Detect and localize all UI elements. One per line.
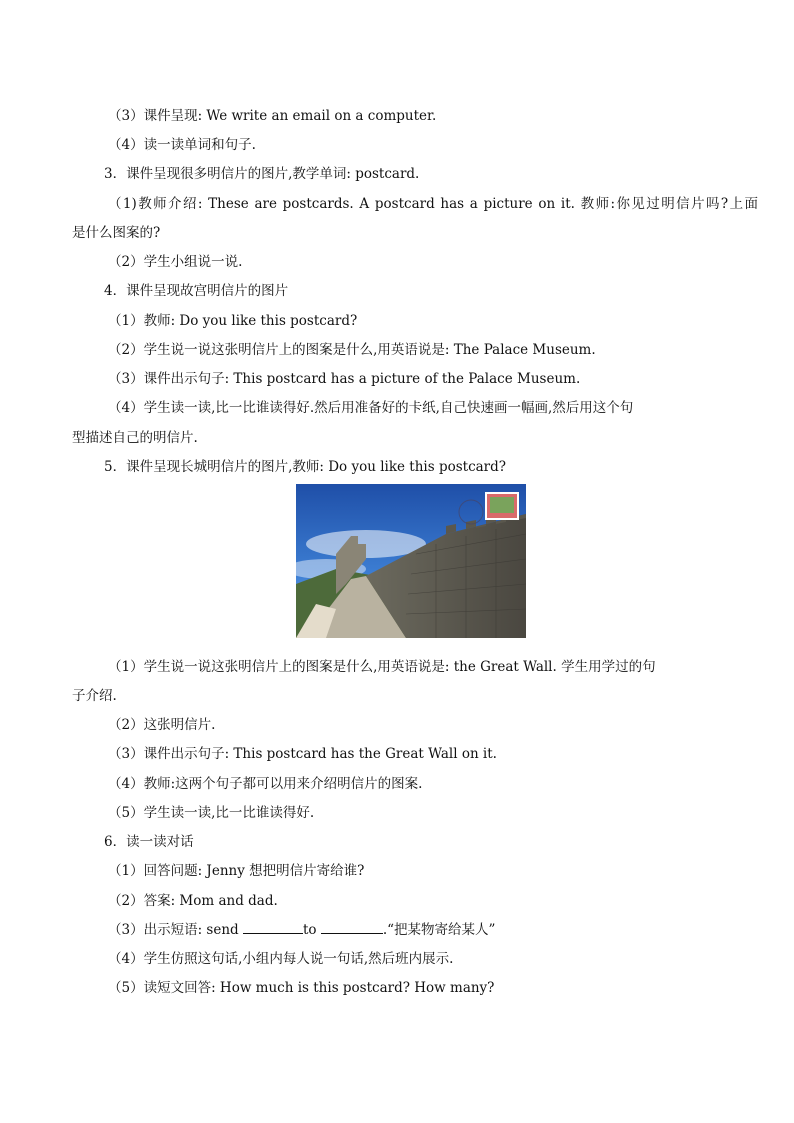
line-23: [0, 918, 794, 942]
line-18: （4）教师:这两个句子都可以用来介绍明信片的图案.: [108, 776, 423, 792]
line-24: （4）学生仿照这句话,小组内每人说一句话,然后班内展示.: [108, 951, 454, 967]
line-23-part-a: （3）出示短语: send: [108, 922, 243, 938]
line-14: （1）学生说一说这张明信片上的图案是什么,用英语说是: the Great Wall. 学生用学过的句: [108, 659, 656, 675]
line-6: （2）学生小组说一说.: [108, 254, 243, 270]
line-15: 子介绍.: [72, 688, 117, 704]
line-19: （5）学生读一读,比一比谁读得好.: [108, 805, 315, 821]
line-17: （3）课件出示句子: This postcard has the Great Wall on it.: [108, 746, 497, 762]
line-21: （1）回答问题: Jenny 想把明信片寄给谁?: [108, 863, 365, 879]
line-23-part-c: .“把某物寄给某人”: [382, 922, 496, 938]
line-7: 4．课件呈现故宫明信片的图片: [104, 283, 289, 299]
line-16: （2）这张明信片.: [108, 717, 216, 733]
line-12: 型描述自己的明信片.: [72, 430, 198, 446]
line-2: （4）读一读单词和句子.: [108, 137, 256, 153]
line-20: 6．读一读对话: [104, 834, 194, 850]
line-1: （3）课件呈现: We write an email on a computer.: [108, 108, 437, 124]
line-9: （2）学生说一说这张明信片上的图案是什么,用英语说是: The Palace Museum.: [108, 342, 596, 358]
line-10: （3）课件出示句子: This postcard has a picture of the Palace Museum.: [108, 371, 581, 387]
line-25: （5）读短文回答: How much is this postcard? How many?: [108, 980, 495, 996]
great-wall-postcard-photo: [296, 484, 526, 638]
line-4: （1)教师介绍: These are postcards. A postcard has a picture on it. 教师:你见过明信片吗?上面: [108, 196, 758, 212]
line-5: 是什么图案的?: [72, 225, 161, 241]
fill-blank-2: [321, 918, 383, 934]
line-8: （1）教师: Do you like this postcard?: [108, 313, 358, 329]
line-13: 5．课件呈现长城明信片的图片,教师: Do you like this postcard?: [104, 459, 507, 475]
line-23-part-b: to: [302, 922, 321, 938]
fill-blank-1: [243, 918, 303, 934]
line-22: （2）答案: Mom and dad.: [108, 893, 278, 909]
line-3: 3．课件呈现很多明信片的图片,教学单词: postcard.: [104, 166, 420, 182]
line-11: （4）学生读一读,比一比谁读得好.然后用准备好的卡纸,自己快速画一幅画,然后用这个句: [108, 400, 634, 416]
